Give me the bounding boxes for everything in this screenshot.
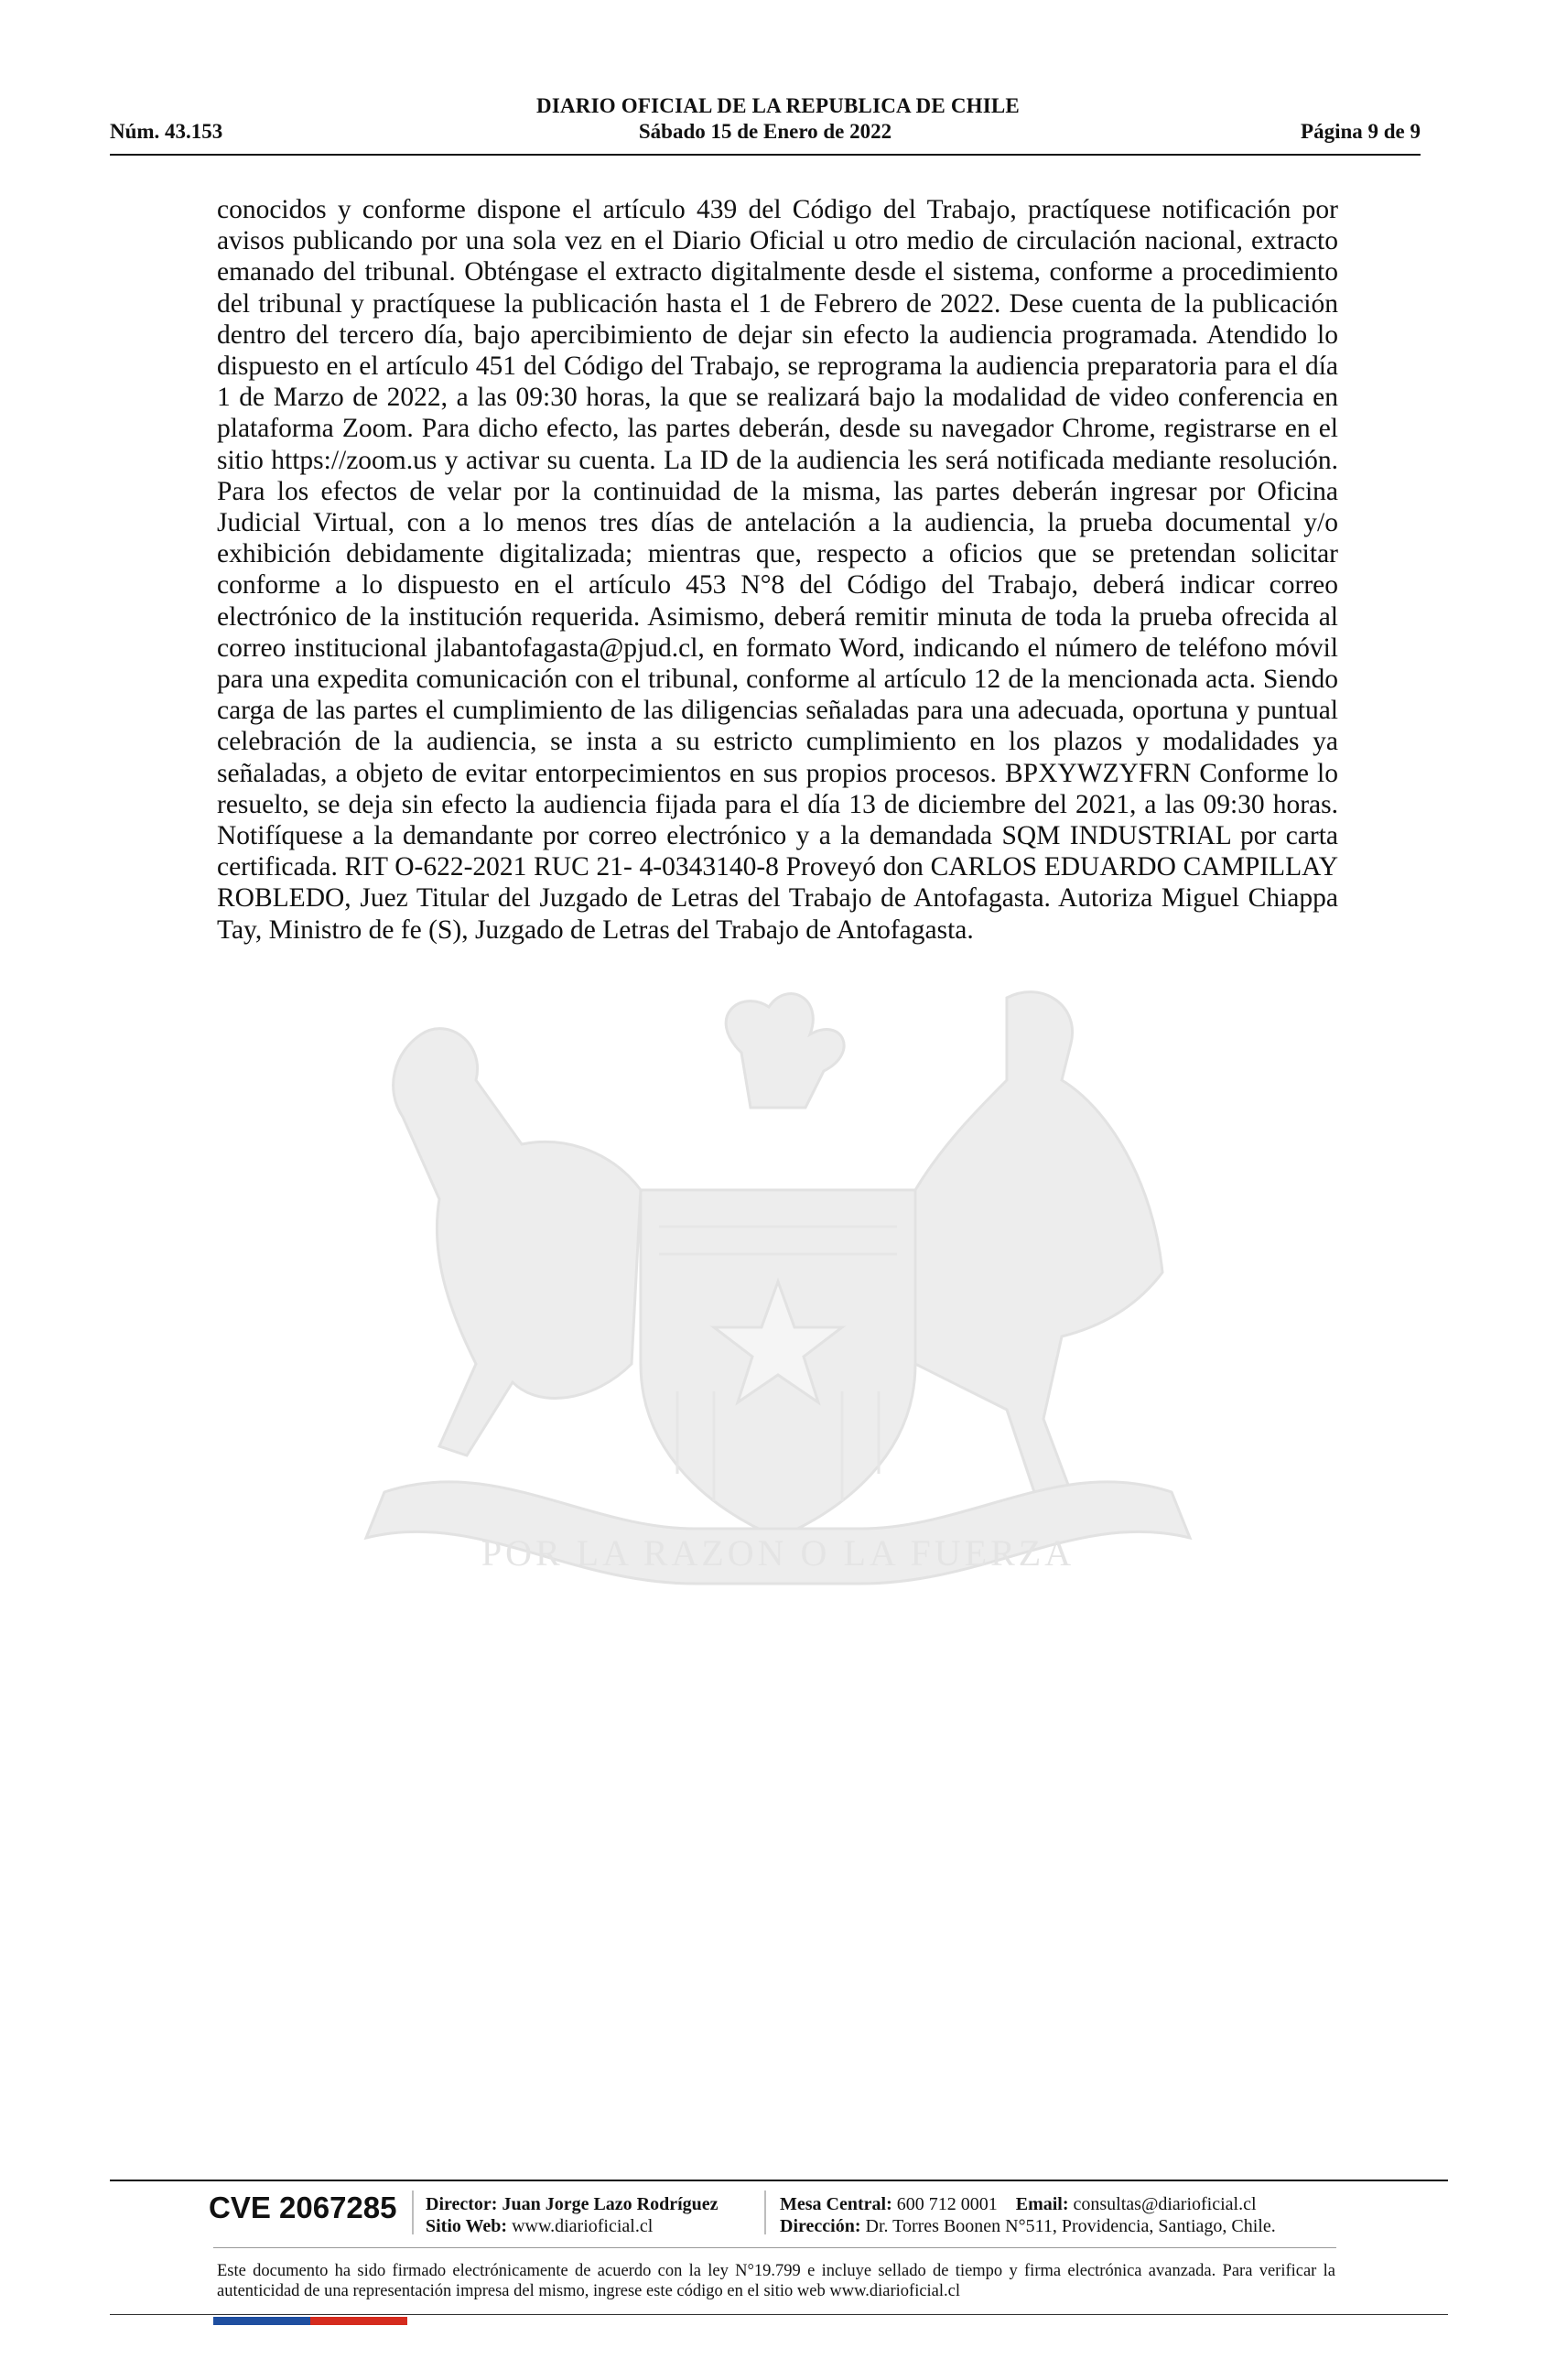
address-label: Dirección:	[780, 2216, 861, 2236]
flag-color-bar	[213, 2317, 407, 2325]
director-name: Juan Jorge Lazo Rodríguez	[502, 2194, 719, 2214]
email-label: Email:	[1015, 2194, 1069, 2214]
footer-divider-top	[110, 2180, 1448, 2181]
legal-notice: Este documento ha sido firmado electrónicamente de acuerdo con la ley N°19.799 e incluye sellado de tiempo y firma electrónica avanzada. Para verificar la autenticidad de una representación impresa del mismo, ingrese este código en el sitio web www.diarioficial.cl	[217, 2262, 1335, 2300]
header-row	[110, 120, 1421, 144]
publication-title: DIARIO OFICIAL DE LA REPUBLICA DE CHILE	[536, 94, 1020, 117]
coat-of-arms-watermark	[311, 979, 1245, 1639]
header-divider	[110, 154, 1421, 156]
issue-date: Sábado 15 de Enero de 2022	[638, 120, 892, 143]
website-label: Sitio Web:	[426, 2216, 508, 2236]
mesa-phone: 600 712 0001	[896, 2194, 998, 2214]
watermark-motto: POR LA RAZON O LA FUERZA	[481, 1532, 1075, 1574]
email-link[interactable]: consultas@diarioficial.cl	[1073, 2194, 1257, 2214]
body-paragraph: conocidos y conforme dispone el artículo 439 del Código del Trabajo, practíquese notificación por avisos publicando por una sola vez en el Diario Oficial u otro medio de circulación nacional, extracto emanado del tribunal. Obténgase el extracto digitalmente desde el sistema, conforme a procedimiento del tribunal y practíquese la publicación hasta el 1 de Febrero de 2022. Dese cuenta de la publicación dentro del tercero día, bajo apercibimiento de dejar sin efecto la audiencia programada. Atendido lo dispuesto en el artículo 451 del Código del Trabajo, se reprograma la audiencia preparatoria para el día 1 de Marzo de 2022, a las 09:30 horas, la que se realizará bajo la modalidad de video conferencia en plataforma Zoom. Para dicho efecto, las partes deberán, desde su navegador Chrome, registrarse en el sitio https://zoom.us y activar su cuenta. La ID de la audiencia les será notificada mediante resolución. Para los efectos de velar por la continuidad de la misma, las partes deberán ingresar por Oficina Judicial Virtual, con a lo menos tres días de antelación a la audiencia, la prueba documental y/o exhibición debidamente digitalizada; mientras que, respecto a oficios que se pretendan solicitar conforme a lo dispuesto en el artículo 453 N°8 del Código del Trabajo, deberá indicar correo electrónico de la institución requerida. Asimismo, deberá remitir minuta de toda la prueba ofrecida al correo institucional jlabantofagasta@pjud.cl, en formato Word, indicando el número de teléfono móvil para una expedita comunicación con el tribunal, conforme al artículo 12 de la mencionada acta. Siendo carga de las partes el cumplimiento de las diligencias señaladas para una adecuada, oportuna y puntual celebración de la audiencia, se insta a su estricto cumplimiento en los plazos y modalidades ya señaladas, a objeto de evitar entorpecimientos en sus propios procesos. BPXYWZYFRN Conforme lo resuelto, se deja sin efecto la audiencia fijada para el día 13 de diciembre del 2021, a las 09:30 horas. Notifíquese a la demandante por correo electrónico y a la demandada SQM INDUSTRIAL por carta certificada. RIT O-622-2021 RUC 21- 4-0343140-8 Proveyó don CARLOS EDUARDO CAMPILLAY ROBLEDO, Juez Titular del Juzgado de Letras del Trabajo de Antofagasta. Autoriza Miguel Chiappa Tay, Ministro de fe (S), Juzgado de Letras del Trabajo de Antofagasta.	[217, 195, 1338, 945]
footer-contact-block	[780, 2193, 1276, 2237]
flag-red-segment	[310, 2317, 407, 2325]
page-number: Página 9 de 9	[1301, 120, 1421, 143]
footer-separator	[764, 2191, 766, 2234]
website-link[interactable]: www.diarioficial.cl	[512, 2216, 654, 2236]
flag-blue-segment	[213, 2317, 310, 2325]
address-value: Dr. Torres Boonen N°511, Providencia, Santiago, Chile.	[865, 2216, 1276, 2236]
footer-divider-bottom	[110, 2314, 1448, 2315]
director-label: Director:	[426, 2194, 498, 2214]
footer-separator	[412, 2191, 414, 2234]
issue-number: Núm. 43.153	[110, 120, 223, 143]
cve-code: CVE 2067285	[209, 2191, 397, 2224]
mesa-label: Mesa Central:	[780, 2194, 892, 2214]
footer-director-block	[426, 2193, 719, 2237]
footer-divider-mid	[213, 2247, 1336, 2248]
